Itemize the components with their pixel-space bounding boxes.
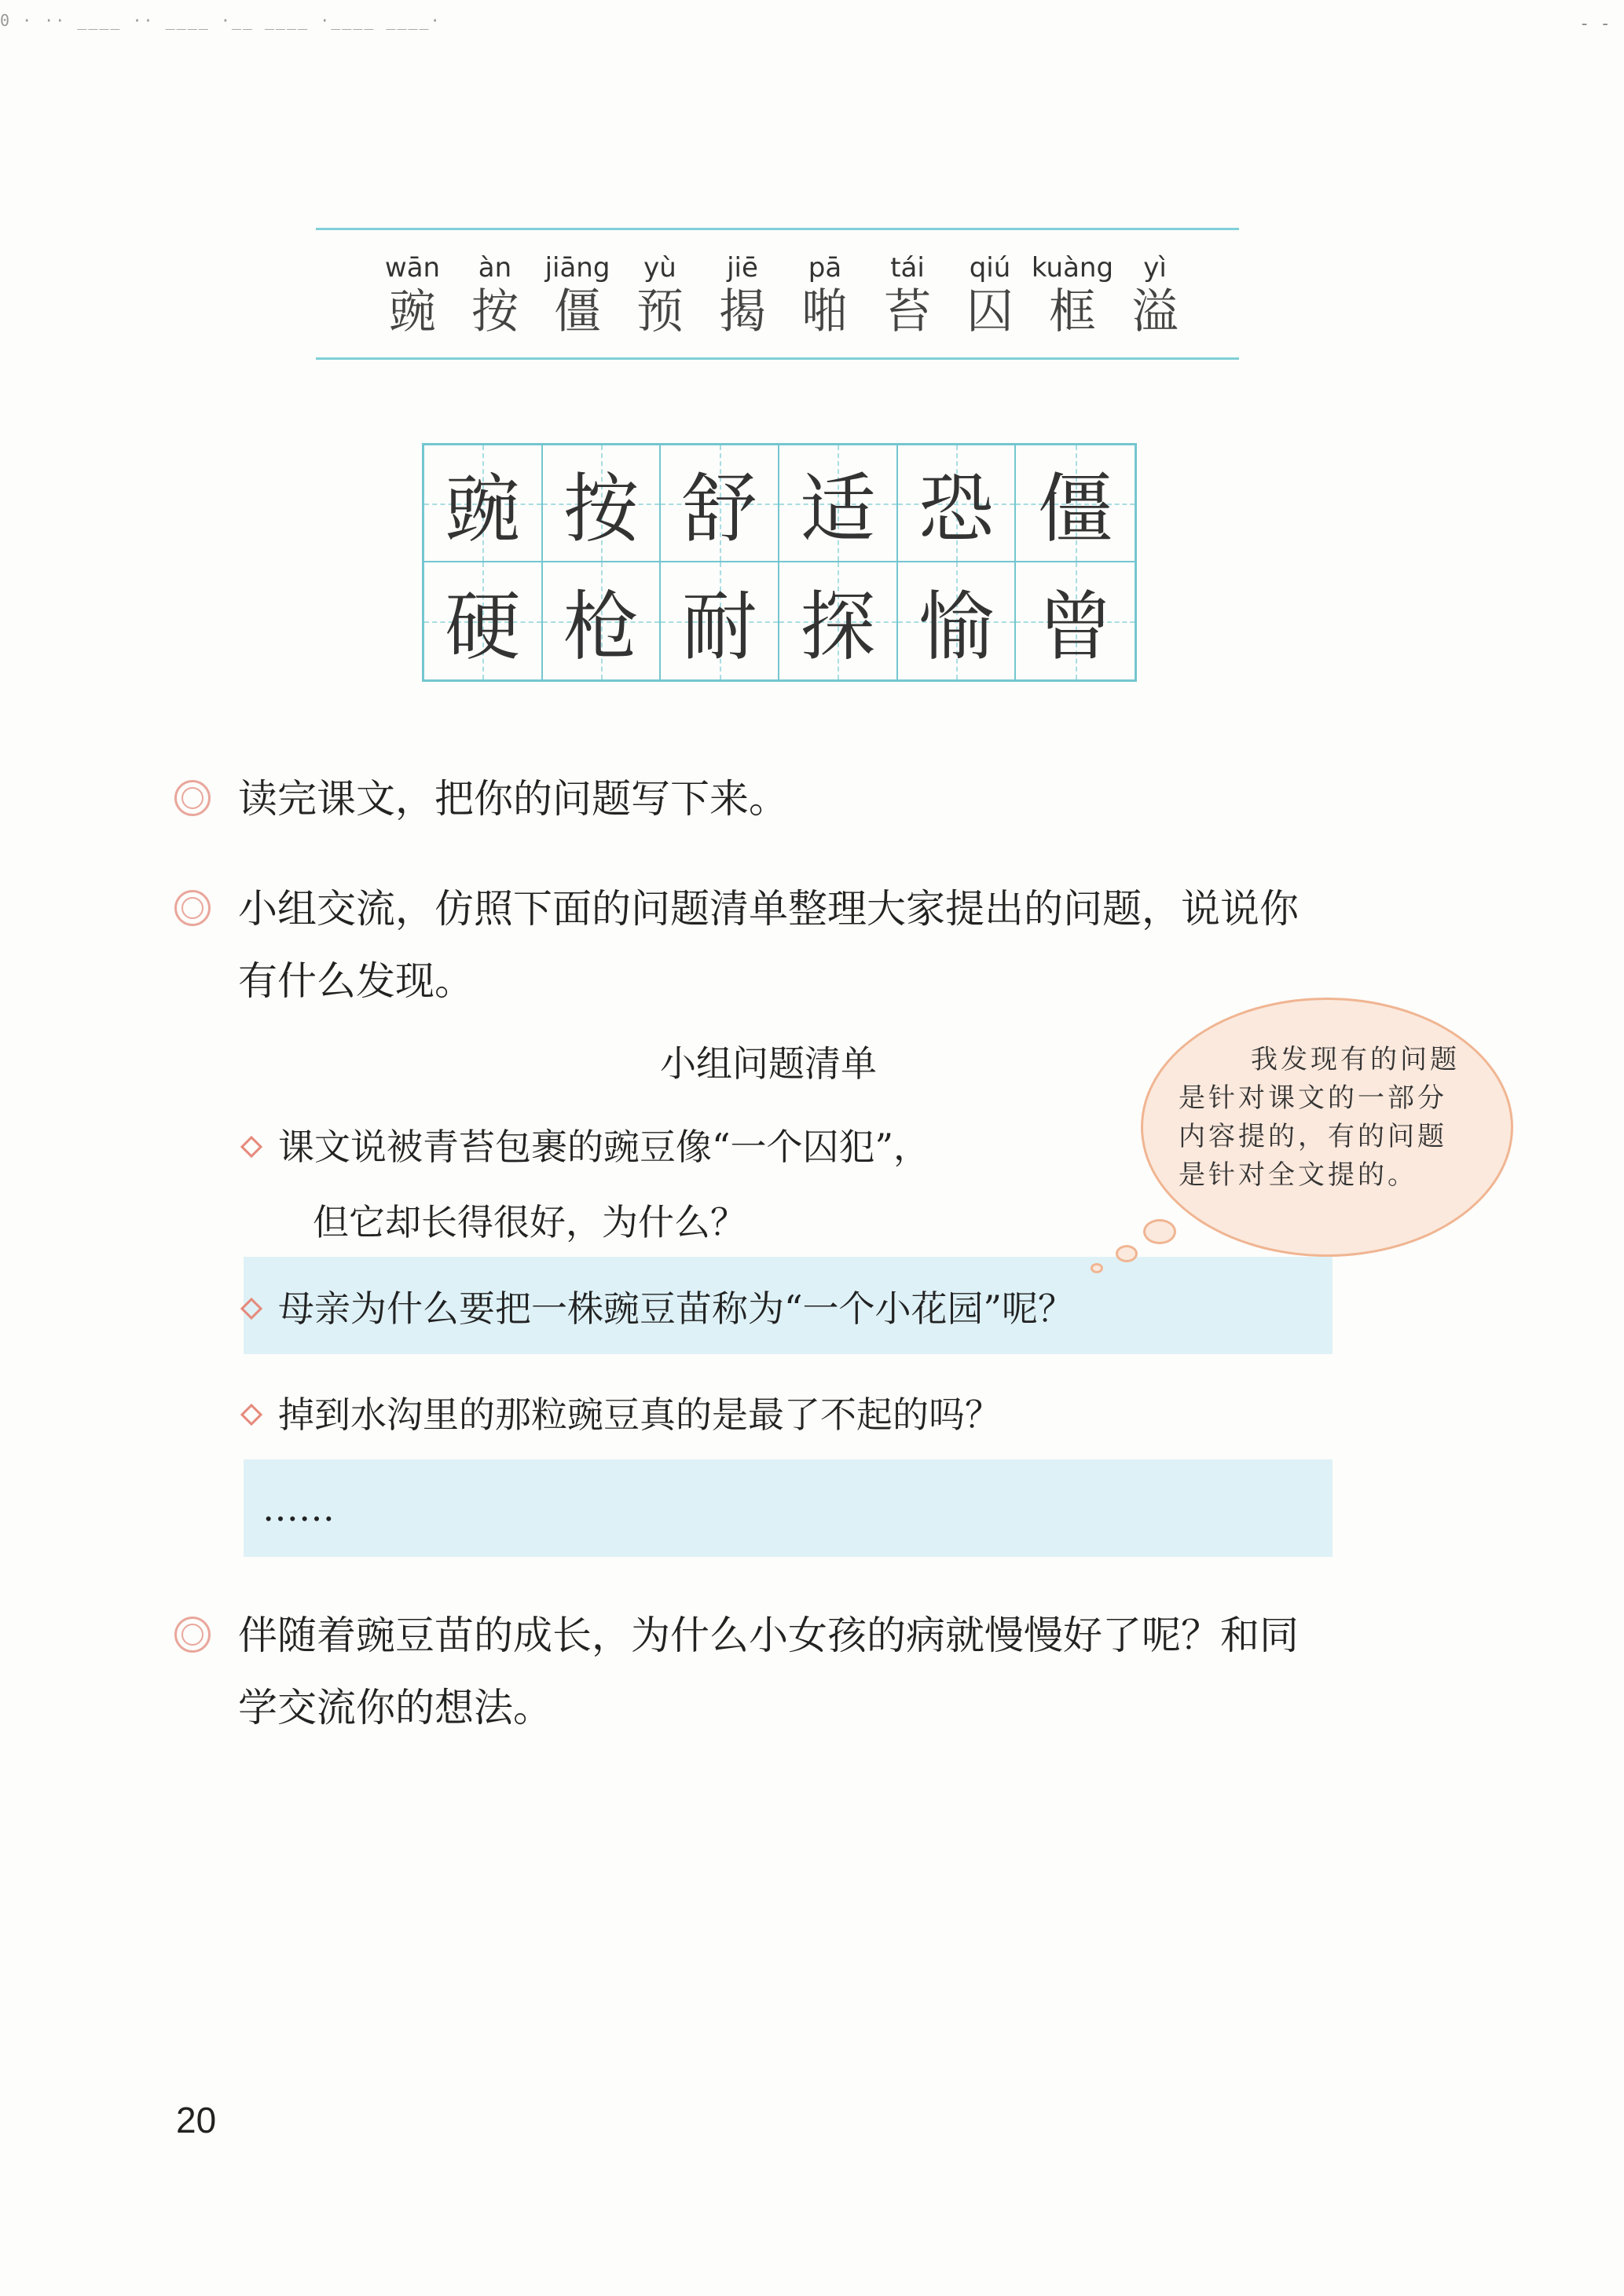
question-more: …… bbox=[262, 1487, 335, 1529]
pinyin: àn bbox=[478, 252, 512, 284]
hanzi: 框 bbox=[1049, 284, 1096, 339]
question-text: 课文说被青苔包裹的豌豆像“一个囚犯”， bbox=[278, 1126, 930, 1168]
grid-cell bbox=[1016, 445, 1135, 562]
vocab-band bbox=[316, 228, 1239, 360]
question-highlight bbox=[244, 1459, 1333, 1557]
band-top-line bbox=[316, 228, 1239, 230]
grid-char: 适 bbox=[800, 465, 876, 553]
vocab-item bbox=[369, 251, 456, 339]
pinyin: kuàng bbox=[1031, 252, 1114, 284]
question-text: 母亲为什么要把一株豌豆苗称为“一个小花园”呢？ bbox=[278, 1287, 1075, 1330]
pinyin: tái bbox=[890, 252, 925, 284]
pinyin: yù bbox=[643, 252, 676, 284]
grid-char: 曾 bbox=[1037, 583, 1113, 671]
writing-grid bbox=[422, 443, 1137, 682]
grid-cell bbox=[898, 445, 1017, 562]
bubble-text bbox=[1179, 1041, 1493, 1195]
bubble-line: 是针对全文提的。 bbox=[1179, 1159, 1417, 1191]
bubble-line: 内容提的，有的问题 bbox=[1179, 1121, 1447, 1152]
grid-char: 豌 bbox=[445, 465, 521, 553]
pinyin: jiē bbox=[727, 252, 758, 284]
hanzi: 揭 bbox=[719, 284, 766, 339]
pinyin: wān bbox=[384, 252, 441, 284]
hanzi: 溢 bbox=[1131, 284, 1179, 339]
task-1-text: 读完课文，把你的问题写下来。 bbox=[238, 776, 788, 822]
hanzi: 啪 bbox=[801, 284, 849, 339]
grid-cell bbox=[661, 445, 779, 562]
question-text-continued: 但它却长得很好，为什么？ bbox=[313, 1201, 746, 1243]
task-3-line1: 伴随着豌豆苗的成长，为什么小女孩的病就慢慢好了呢？和同 bbox=[238, 1613, 1299, 1658]
grid-char: 耐 bbox=[681, 583, 757, 671]
grid-char: 按 bbox=[563, 465, 639, 553]
grid-char: 僵 bbox=[1037, 465, 1113, 553]
hanzi: 豌 bbox=[389, 284, 436, 339]
pinyin: qiú bbox=[969, 252, 1011, 284]
grid-cell bbox=[1016, 562, 1135, 679]
pinyin: yì bbox=[1143, 252, 1167, 284]
bubble-trail-dot bbox=[1091, 1263, 1103, 1273]
pinyin: jiāng bbox=[544, 252, 610, 284]
grid-cell bbox=[543, 445, 662, 562]
vocab-item bbox=[947, 251, 1033, 339]
vocab-item bbox=[452, 251, 538, 339]
hanzi: 囚 bbox=[966, 284, 1014, 339]
bubble-line: 是针对课文的一部分 bbox=[1179, 1082, 1447, 1114]
task-seal-icon bbox=[174, 890, 211, 926]
vocab-item bbox=[617, 251, 703, 339]
grid-char: 探 bbox=[800, 583, 876, 671]
task-seal-icon bbox=[174, 1617, 211, 1653]
grid-cell bbox=[898, 562, 1017, 679]
task-2-line2: 有什么发现。 bbox=[238, 958, 474, 1004]
grid-cell bbox=[424, 445, 543, 562]
page-number: 20 bbox=[176, 2100, 217, 2140]
question-item bbox=[244, 1281, 1074, 1336]
bubble-line: 我发现有的问题 bbox=[1251, 1044, 1460, 1075]
vocab-item bbox=[782, 251, 868, 339]
scan-mark: - - bbox=[1579, 14, 1611, 34]
bubble-trail-dot bbox=[1143, 1219, 1176, 1244]
hanzi: 按 bbox=[471, 284, 519, 339]
grid-char: 舒 bbox=[681, 465, 757, 553]
vocab-item bbox=[699, 251, 786, 339]
question-item bbox=[244, 1387, 1001, 1442]
vocab-item bbox=[1112, 251, 1198, 339]
question-text: 掉到水沟里的那粒豌豆真的是最了不起的吗？ bbox=[278, 1393, 1001, 1436]
grid-cell bbox=[779, 562, 898, 679]
hanzi: 苔 bbox=[884, 284, 931, 339]
bubble-trail-dot bbox=[1116, 1245, 1138, 1262]
grid-cell bbox=[779, 445, 898, 562]
vocab-item bbox=[864, 251, 951, 339]
grid-char: 枪 bbox=[563, 583, 639, 671]
task-seal-icon bbox=[174, 780, 211, 816]
grid-char: 恐 bbox=[918, 465, 994, 553]
grid-char: 硬 bbox=[445, 583, 521, 671]
question-item bbox=[244, 1119, 929, 1174]
hanzi: 预 bbox=[636, 284, 684, 339]
band-bottom-line bbox=[316, 357, 1239, 360]
grid-cell bbox=[543, 562, 662, 679]
diamond-bullet-icon bbox=[240, 1136, 262, 1158]
pinyin: pā bbox=[808, 252, 842, 284]
question-list-title: 小组问题清单 bbox=[660, 1042, 877, 1085]
task-2-line1: 小组交流，仿照下面的问题清单整理大家提出的问题，说说你 bbox=[238, 886, 1299, 932]
vocab-item bbox=[1029, 251, 1116, 339]
diamond-bullet-icon bbox=[240, 1404, 262, 1426]
task-3-line2: 学交流你的想法。 bbox=[238, 1685, 552, 1730]
scan-header: 0 · ·· ____ ·· ____ ·__ ____ ·____ ____· bbox=[0, 11, 442, 30]
grid-cell bbox=[424, 562, 543, 679]
hanzi: 僵 bbox=[554, 284, 601, 339]
diamond-bullet-icon bbox=[240, 1298, 262, 1320]
grid-cell bbox=[661, 562, 779, 679]
grid-char: 愉 bbox=[918, 583, 994, 671]
vocab-item bbox=[534, 251, 621, 339]
